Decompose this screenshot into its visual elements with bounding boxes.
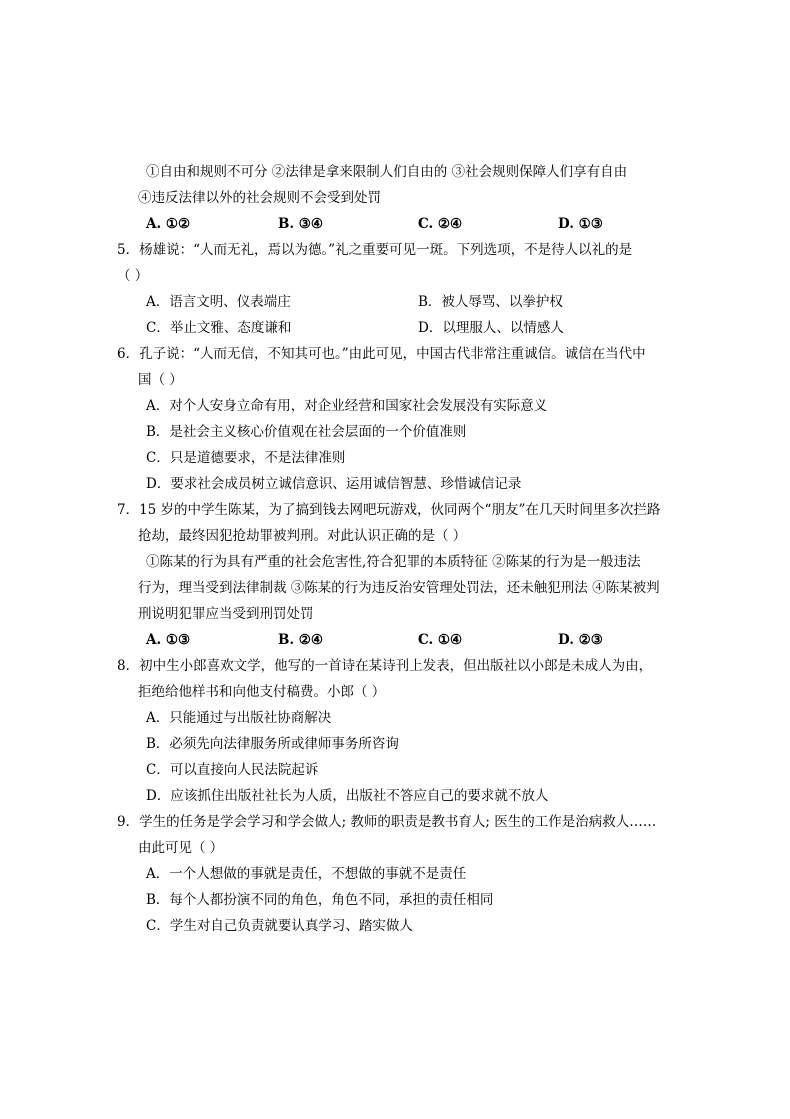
q7-stem-line-1: 7．15 岁的中学生陈某，为了搞到钱去网吧玩游戏，伙同两个“朋友”在几天时间里多次拦路 [117,502,661,518]
q7-statement-line-2: 行为，理当受到法律制裁 ③陈某的行为违反治安管理处罚法，还未触犯刑法 ④陈某被判 [138,580,660,596]
q7-option-a: A. ①③ [146,632,191,648]
q4-option-d: D. ①③ [558,216,603,232]
q7-option-c: C. ①④ [418,632,463,648]
q4-statement-line-2: ④违反法律以外的社会规则不会受到处罚 [138,190,381,206]
q7-statement-line-1: ①陈某的行为具有严重的社会危害性,符合犯罪的本质特征 ②陈某的行为是一般违法 [146,554,641,570]
q8-option-b: B．必须先向法律服务所或律师事务所咨询 [146,736,399,752]
q9-stem-line-1: 9．学生的任务是学会学习和学会做人; 教师的职责是教书育人; 医生的工作是治病救人…… [117,814,657,830]
q4-statement-line-1: ①自由和规则不可分 ②法律是拿来限制人们自由的 ③社会规则保障人们享有自由 [146,164,628,180]
q8-option-c: C．可以直接向人民法院起诉 [146,762,319,778]
q8-stem-line-1: 8．初中生小郎喜欢文学，他写的一首诗在某诗刊上发表，但出版社以小郎是未成人为由， [117,658,653,674]
q9-stem-line-2: 由此可见（ ） [138,840,224,856]
q5-option-b: B．被人辱骂、以拳护权 [418,294,563,310]
q8-stem-line-2: 拒绝给他样书和向他支付稿费。小郎（ ） [138,684,386,700]
q6-stem-line-2: 国（ ） [138,372,183,388]
q7-statement-line-3: 刑说明犯罪应当受到刑罚处罚 [138,606,314,622]
q9-option-c: C．学生对自己负责就要认真学习、踏实做人 [146,918,413,934]
q6-stem-line-1: 6．孔子说：“人而无信，不知其可也。”由此可见，中国古代非常注重诚信。诚信在当代中 [117,346,646,362]
q7-option-d: D. ②③ [558,632,603,648]
q5-stem-line-1: 5．杨雄说：“人而无礼，焉以为德。”礼之重要可见一斑。下列选项，不是待人以礼的是 [117,242,633,258]
q6-option-d: D．要求社会成员树立诚信意识、运用诚信智慧、珍惜诚信记录 [146,476,522,492]
q8-option-d: D．应该抓住出版社社长为人质，出版社不答应自己的要求就不放人 [146,788,549,804]
q8-option-a: A．只能通过与出版社协商解决 [146,710,332,726]
q6-option-a: A．对个人安身立命有用，对企业经营和国家社会发展没有实际意义 [146,398,548,414]
q9-option-b: B．每个人都扮演不同的角色，角色不同，承担的责任相同 [146,892,494,908]
q5-option-a: A．语言文明、仪表端庄 [146,294,291,310]
q5-option-d: D．以理服人、以情感人 [418,320,564,336]
q4-option-c: C. ②④ [418,216,463,232]
q4-option-a: A. ①② [146,216,191,232]
q4-option-b: B. ③④ [278,216,324,232]
q6-option-c: C．只是道德要求，不是法律准则 [146,450,346,466]
q5-stem-line-2: （ ） [117,268,149,284]
q7-option-b: B. ②④ [278,632,324,648]
q6-option-b: B．是社会主义核心价值观在社会层面的一个价值准则 [146,424,467,440]
q5-option-c: C．举止文雅、态度谦和 [146,320,292,336]
q7-stem-line-2: 抢劫，最终因犯抢劫罪被判刑。对此认识正确的是（ ） [138,528,467,544]
q9-option-a: A．一个人想做的事就是责任，不想做的事就不是责任 [146,866,467,882]
